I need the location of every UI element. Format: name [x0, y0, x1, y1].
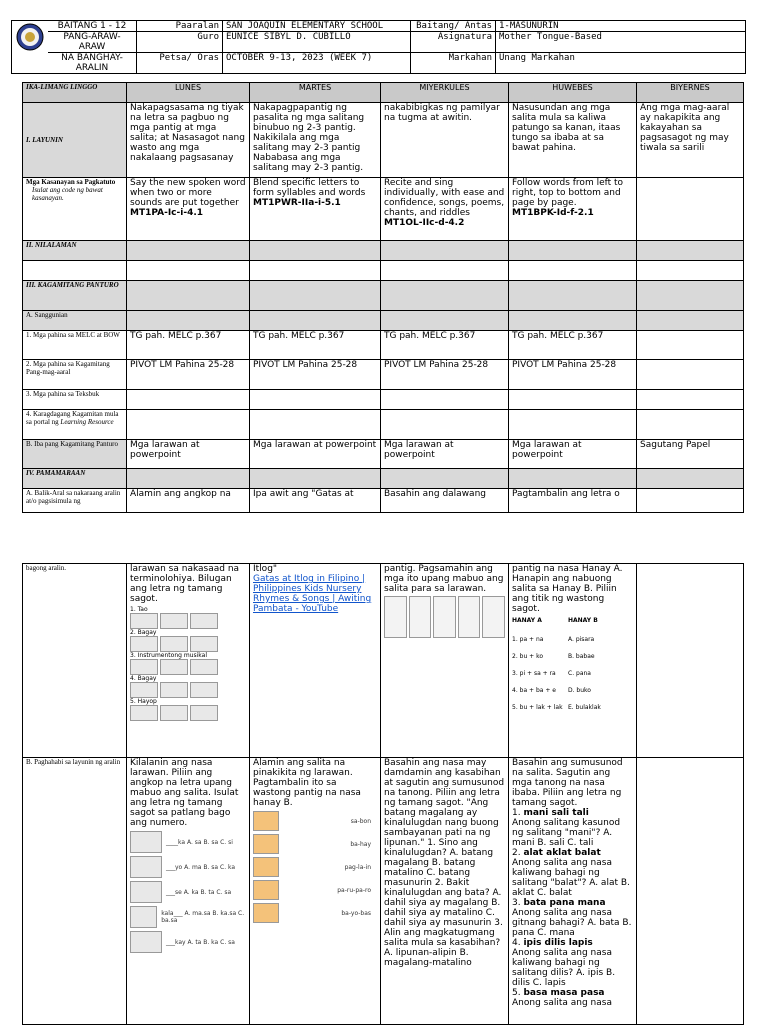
picture-word-item [130, 831, 246, 853]
iba-cell: Mga larawan at powerpoint [509, 440, 637, 469]
pang-cell: PIVOT LM Pahina 25-28 [509, 360, 637, 390]
week-header: IKA-LIMANG LINGGO [23, 83, 127, 103]
choice-pictures [130, 705, 246, 721]
skill-text: Say the new spoken word when two or more sounds are put together [130, 178, 246, 208]
layunin-cell: Nakapagsasama ng tiyak na letra sa pagbuo ng mga pantig at mga salita; at Nasasagot nang wasto ang mga nakalaang pagsasanay [127, 103, 250, 178]
hanay-b-label: HANAY B [568, 617, 598, 624]
question-text: Anong salita ang nasa kaliwang bahagi ng salitang "balat"? A. alat B. aklat C. balat [512, 858, 630, 898]
header-title-2: PANG-ARAW-ARAW [48, 32, 137, 53]
choice-pictures [130, 682, 246, 698]
syllable-option: sa-bon [350, 817, 371, 825]
kasanayan-cell [127, 178, 250, 241]
layunin-cell: Ang mga mag-aaral ay nakapikita ang kakayahan sa pagsasagot ng may tiwala sa sarili [637, 103, 744, 178]
picture-icon [130, 881, 162, 903]
kasanayan-label: Mga Kasanayan sa Pagkatuto [26, 178, 116, 186]
matching-pair [512, 704, 633, 711]
question-text: Anong salita ang nasa gitnang bahagi? A. bata B. pana C. mana [512, 908, 632, 938]
word-options: ___yo A. ma B. sa C. ka [166, 863, 236, 871]
row1-huwebes-text: pantig na nasa Hanay A. Hanapin ang nabuong salita sa Hanay B. Piliin ang titik ng wastong sagot. [512, 564, 623, 614]
iba-cell: Sagutang Papel [637, 440, 744, 469]
balik-cell: Basahin ang dalawang [381, 489, 509, 513]
choice-pictures [130, 659, 246, 675]
lesson-plan-table-continued [22, 563, 744, 1025]
matching-pair [512, 636, 633, 643]
picture-icon [130, 705, 158, 721]
hanay-a-label: HANAY A [512, 617, 542, 624]
syllable-option: ba-hay [350, 840, 371, 848]
header-label: Petsa/ Oras [137, 53, 223, 74]
picture-word-item [130, 931, 246, 953]
layunin-cell: nakabibigkas ng pamilyar na tugma at awitin. [381, 103, 509, 178]
picture-icon [160, 613, 188, 629]
row1-miyerkules [381, 564, 509, 758]
question-words: mani sali tali [523, 808, 589, 818]
kasanayan-cell [509, 178, 637, 241]
word-options: ___kay A. ta B. ka C. sa [166, 938, 235, 946]
hanay-b-item: A. pisara [568, 636, 595, 643]
question-label: 3. Instrumentong musikal [130, 652, 207, 659]
question-label: 1. Tao [130, 606, 148, 613]
picture-word-list [130, 831, 246, 953]
question-text: Anong salita ang nasa [512, 998, 612, 1008]
row2-lunes [127, 758, 250, 1025]
picture-syllable-list [253, 811, 377, 923]
lesson-plan-table [22, 82, 744, 513]
pang-cell: PIVOT LM Pahina 25-28 [250, 360, 381, 390]
pang-cell: PIVOT LM Pahina 25-28 [381, 360, 509, 390]
question-text: Anong salitang kasunod ng salitang "mani"? A. mani B. sali C. tali [512, 818, 621, 848]
picture-choice-list [130, 606, 246, 721]
picture-icon [160, 682, 188, 698]
picture-icon [190, 659, 218, 675]
word-options: ___se A. ka B. ta C. sa [166, 888, 232, 896]
picture-icon [190, 682, 218, 698]
header-label: Markahan [411, 53, 496, 74]
kasanayan-cell [637, 178, 744, 241]
row2-huwebes [509, 758, 637, 1025]
hanay-b-item: D. buko [568, 687, 591, 694]
syllable-option: pag-la-in [344, 863, 371, 871]
picture-icon [130, 682, 158, 698]
iba-cell: Mga larawan at powerpoint [127, 440, 250, 469]
melc-cell: TG pah. MELC p.367 [127, 331, 250, 360]
balik-cell: Alamin ang angkop na [127, 489, 250, 513]
matching-pair [512, 670, 633, 677]
header-label: Guro [137, 32, 223, 53]
layunin-cell: Nasusundan ang mga salita mula sa kaliwa patungo sa kanan, itaas tungo sa ibaba at sa bawat pahina. [509, 103, 637, 178]
picture-icon [130, 659, 158, 675]
question-number: 3. [512, 898, 524, 908]
row1-lunes-text: larawan sa nakasaad na terminolohiya. Bilugan ang letra ng tamang sagot. [130, 564, 240, 604]
seal-cell [12, 21, 49, 74]
picture-word-item [130, 881, 246, 903]
picture-syllable-item [253, 857, 377, 877]
question-words: alat aklat balat [523, 848, 601, 858]
question-words: bata pana mana [523, 898, 606, 908]
picture-icon [160, 659, 188, 675]
picture-icon [253, 811, 279, 831]
teksbuk-label: 3. Mga pahina sa Teksbuk [23, 390, 127, 410]
skill-code: MT1PWR-IIa-i-5.1 [253, 198, 341, 208]
kasanayan-label-cell [23, 178, 127, 241]
word-question [512, 938, 633, 988]
word-options: ____ka A. sa B. sa C. si [166, 838, 233, 846]
hanay-b-item: E. bulaklak [568, 704, 601, 711]
word-question [512, 808, 633, 848]
header-label: Asignatura [411, 32, 496, 53]
header-value: Unang Markahan [496, 53, 746, 74]
syllable-option: pa-ru-pa-ro [337, 886, 371, 894]
question-label: 4. Bagay [130, 675, 157, 682]
word-question [512, 848, 633, 898]
row1-huwebes [509, 564, 637, 758]
hanay-a-item: 4. ba + ba + e [512, 687, 556, 694]
picture-icon [190, 636, 218, 652]
kasanayan-sublabel: Isulat ang code ng bawat kasanayan. [32, 186, 103, 202]
picture-icon [253, 880, 279, 900]
header-value: OCTOBER 9-13, 2023 (WEEK 7) [223, 53, 411, 74]
word-question [512, 988, 633, 1008]
picture-icon [190, 613, 218, 629]
iba-cell: Mga larawan at powerpoint [381, 440, 509, 469]
question-label: 2. Bagay [130, 629, 157, 636]
row1-biyernes [637, 564, 744, 758]
row1-lunes [127, 564, 250, 758]
kasanayan-cell [250, 178, 381, 241]
youtube-link[interactable]: Gatas at Itlog in Filipino | Philippines Kids Nursery Rhymes & Songs | Awiting Pambata - YouTube [253, 574, 372, 614]
layunin-label: I. LAYUNIN [23, 103, 127, 178]
picture-icon [160, 636, 188, 652]
matching-pair [512, 687, 633, 694]
picture-word-item [130, 856, 246, 878]
hanay-a-item: 2. bu + ko [512, 653, 544, 660]
question-text: Anong salita ang nasa kaliwang bahagi ng salitang dilis? A. ipis B. dilis C. lapis [512, 948, 616, 988]
word-options: kala___ A. ma.sa B. ka.sa C. ba.sa [161, 910, 245, 924]
day-header: MARTES [250, 83, 381, 103]
day-header: LUNES [127, 83, 250, 103]
header-value: SAN JOAQUIN ELEMENTARY SCHOOL [223, 21, 411, 32]
syllable-option: ba-yo-bas [341, 909, 371, 917]
row2-biyernes [637, 758, 744, 1025]
row1-miyerkules-text: pantig. Pagsamahin ang mga ito upang mabuo ang salita para sa larawan. [384, 564, 504, 594]
choice-pictures [130, 613, 246, 629]
header-title-1: BAITANG 1 - 12 [48, 21, 137, 32]
picture-icon [130, 931, 162, 953]
picture-word-item [130, 906, 246, 928]
picture-icon [482, 596, 505, 638]
row2-martes-text: Alamin ang salita na pinakikita ng larawan. Pagtambalin ito sa wastong pantig na nasa hanay B. [253, 758, 361, 808]
header-label: Baitang/ Antas [411, 21, 496, 32]
header-value: EUNICE SIBYL D. CUBILLO [223, 32, 411, 53]
skill-text: Recite and sing individually, with ease and confidence, songs, poems, chants, and riddles [384, 178, 505, 218]
balik-label: A. Balik-Aral sa nakaraang aralin at/o pagsisimula ng [23, 489, 127, 513]
row1-label: bagong aralin. [23, 564, 127, 758]
row2-lunes-text: Kilalanin ang nasa larawan. Piliin ang angkop na letra upang mabuo ang salita. Isulat ang letra ng tamang sagot sa patlang bago ang numero. [130, 758, 239, 828]
picture-icon [253, 857, 279, 877]
kagamitan-label: III. KAGAMITANG PANTURO [23, 281, 127, 311]
balik-cell: Ipa awit ang "Gatas at [250, 489, 381, 513]
row2-martes [250, 758, 381, 1025]
header-label: Paaralan [137, 21, 223, 32]
karagdagan-label [23, 410, 127, 440]
row2-miyerkules: Basahin ang nasa may damdamin ang kasabihan at sagutin ang sumusunod na tanong. Piliin ang letra ng tamang sagot. "Ang batang magalang ay kinalulugdan nang buong sambayanan pati na ng lipunan." 1. Sino ang kinalulugdan? A. batang magalang B. batang matalino C. batang masunurin 2. Bakit kinalulugdan ang bata? A. dahil siya ay magalang B. dahil siya ay matalino C. dahil siya ay masunurin 3. Alin ang magkatugmang salita mula sa kasabihan? A. lipunan-alipin B. magalang-matalino [381, 758, 509, 1025]
header-title-3: NA BANGHAY-ARALIN [48, 53, 137, 74]
picture-icon [253, 903, 279, 923]
pamamaraan-label: IV. PAMAMARAAN [23, 469, 127, 489]
row2-label: B. Paghahabi sa layunin ng aralin [23, 758, 127, 1025]
picture-icon [130, 856, 162, 878]
iba-label: B. Iba pang Kagamitang Panturo [23, 440, 127, 469]
iba-cell: Mga larawan at powerpoint [250, 440, 381, 469]
pang-cell: PIVOT LM Pahina 25-28 [127, 360, 250, 390]
picture-icon [458, 596, 481, 638]
question-number: 1. [512, 808, 524, 818]
syllable-cards [384, 596, 505, 638]
picture-syllable-item [253, 834, 377, 854]
hanay-b-item: C. pana [568, 670, 591, 677]
skill-text: Follow words from left to right, top to bottom and page by page. [512, 178, 624, 208]
question-words: basa masa pasa [523, 988, 605, 998]
nilalaman-label: II. NILALAMAN [23, 241, 127, 261]
sanggunian-label: A. Sanggunian [23, 311, 127, 331]
hanay-a-item: 5. bu + lak + lak [512, 704, 563, 711]
picture-icon [433, 596, 456, 638]
hanay-a-item: 3. pi + sa + ra [512, 670, 556, 677]
karagdagan-italic: Learning Resource [60, 418, 114, 426]
matching-pair [512, 653, 633, 660]
day-header: MIYERKULES [381, 83, 509, 103]
question-words: ipis dilis lapis [523, 938, 593, 948]
word-question-list [512, 808, 633, 1008]
header-value: Mother Tongue-Based [496, 32, 746, 53]
hanay-a-item: 1. pa + na [512, 636, 544, 643]
picture-syllable-item [253, 880, 377, 900]
picture-icon [190, 705, 218, 721]
hanay-b-item: B. babae [568, 653, 595, 660]
question-number: 5. [512, 988, 524, 998]
matching-pairs [512, 636, 633, 711]
question-label: 5. Hayop [130, 698, 157, 705]
word-question [512, 898, 633, 938]
picture-syllable-item [253, 903, 377, 923]
layunin-cell: Nakapagpapantig ng pasalita ng mga salitang binubuo ng 2-3 pantig. Nakikilala ang mga salitang may 2-3 pantig Nababasa ang mga salitang may 2-3 pantig. [250, 103, 381, 178]
picture-icon [130, 906, 157, 928]
pang-label: 2. Mga pahina sa Kagamitang Pang-mag-aaral [23, 360, 127, 390]
melc-cell: TG pah. MELC p.367 [509, 331, 637, 360]
skill-code: MT1BPK-Id-f-2.1 [512, 208, 594, 218]
balik-cell: Pagtambalin ang letra o [509, 489, 637, 513]
row2-huwebes-intro: Basahin ang sumusunod na salita. Sagutin ang mga tanong na nasa ibaba. Piliin ang letra ng tamang sagot. [512, 758, 623, 808]
melc-cell: TG pah. MELC p.367 [381, 331, 509, 360]
kasanayan-cell [381, 178, 509, 241]
picture-icon [384, 596, 407, 638]
skill-code: MT1OL-IIc-d-4.2 [384, 218, 465, 228]
choice-pictures [130, 636, 246, 652]
day-header: BIYERNES [637, 83, 744, 103]
row1-martes [250, 564, 381, 758]
skill-text: Blend specific letters to form syllables and words [253, 178, 366, 198]
picture-syllable-item [253, 811, 377, 831]
header-value: 1-MASUNURIN [496, 21, 746, 32]
header-table [11, 20, 746, 74]
picture-icon [253, 834, 279, 854]
row1-martes-text: Itlog" [253, 564, 278, 574]
picture-icon [130, 636, 158, 652]
hanay-headers [512, 616, 633, 626]
question-number: 2. [512, 848, 524, 858]
melc-cell: TG pah. MELC p.367 [250, 331, 381, 360]
picture-icon [130, 613, 158, 629]
day-header: HUWEBES [509, 83, 637, 103]
karagdagan-text: 4. Karagdagang Kagamitan mula sa portal ng [26, 410, 119, 426]
picture-icon [160, 705, 188, 721]
melc-label: 1. Mga pahina sa MELC at BOW [23, 331, 127, 360]
skill-code: MT1PA-Ic-i-4.1 [130, 208, 204, 218]
question-number: 4. [512, 938, 524, 948]
deped-seal-icon [12, 21, 48, 52]
picture-icon [130, 831, 162, 853]
picture-icon [409, 596, 432, 638]
